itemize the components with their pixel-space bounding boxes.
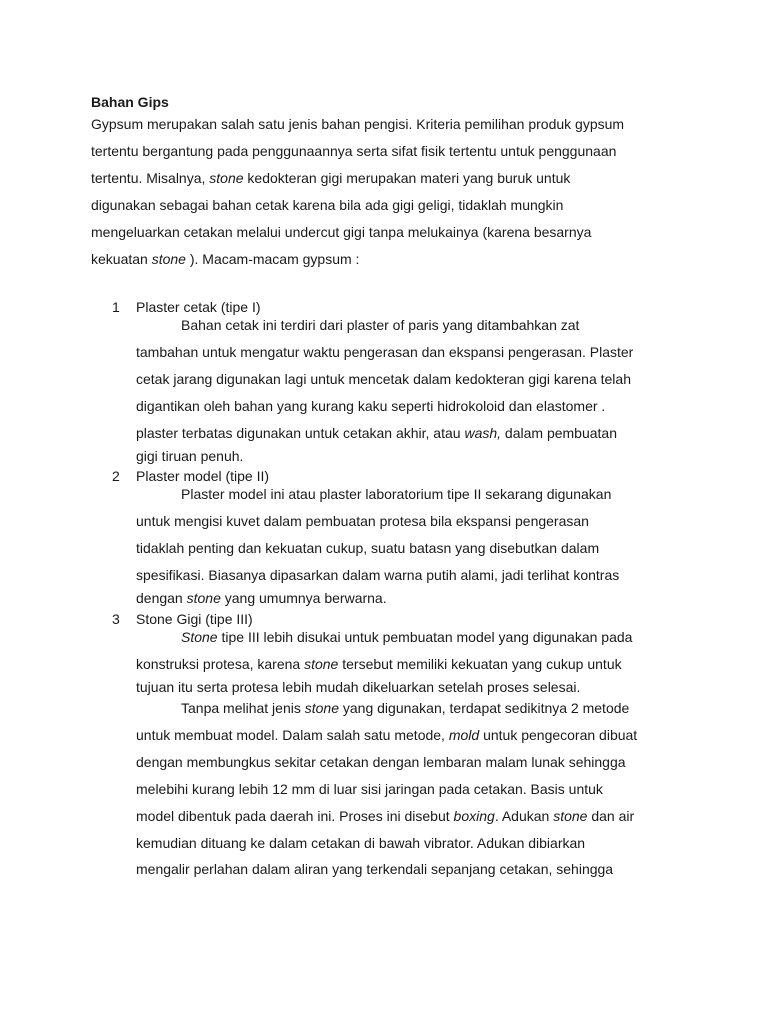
list-item-title: Stone Gigi (tipe III): [136, 611, 253, 627]
paragraph-line: model dibentuk pada daerah ini. Proses ini disebut boxing. Adukan stone dan air: [136, 807, 635, 824]
paragraph-line: kemudian dituang ke dalam cetakan di bawah vibrator. Adukan dibiarkan: [136, 834, 586, 851]
list-item-title: Plaster model (tipe II): [136, 468, 270, 484]
paragraph-line: tidaklah penting dan kekuatan cukup, suatu batasn yang disebutkan dalam: [136, 539, 600, 556]
list-item-paragraph: [136, 695, 696, 883]
intro-line: tertentu bergantung pada penggunaannya serta sifat fisik tertentu untuk penggunaan: [91, 142, 617, 159]
paragraph-line: Tanpa melihat jenis stone yang digunakan, terdapat sedikitnya 2 metode: [181, 700, 630, 716]
paragraph-line: Bahan cetak ini terdiri dari plaster of paris yang ditambahkan zat: [181, 317, 580, 333]
paragraph-line: tambahan untuk mengatur waktu pengerasan dan ekspansi pengerasan. Plaster: [136, 343, 634, 360]
list-item-paragraph: [136, 624, 696, 696]
paragraph-line: cetak jarang digunakan lagi untuk mencetak dalam kedokteran gigi karena telah: [136, 370, 631, 387]
intro-paragraph: [91, 111, 691, 272]
intro-line: mengeluarkan cetakan melalui undercut gigi tanpa melukainya (karena besarnya: [91, 223, 592, 240]
paragraph-line: spesifikasi. Biasanya dipasarkan dalam warna putih alami, jadi terlihat kontras: [136, 566, 620, 583]
paragraph-line: dengan membungkus sekitar cetakan dengan lembaran malam lunak sehingga: [136, 753, 626, 770]
document-title: Bahan Gips: [91, 94, 169, 110]
paragraph-line: tujuan itu serta protesa lebih mudah dikeluarkan setelah proses selesai.: [136, 678, 581, 695]
intro-line: tertentu. Misalnya, stone kedokteran gigi merupakan materi yang buruk untuk: [91, 169, 571, 186]
paragraph-line: konstruksi protesa, karena stone tersebut memiliki kekuatan yang cukup untuk: [136, 655, 622, 672]
intro-line: kekuatan stone ). Macam-macam gypsum :: [91, 250, 360, 267]
paragraph-line: dengan stone yang umumnya berwarna.: [136, 589, 387, 606]
list-item-paragraph: [136, 312, 696, 465]
list-item-number: 2: [112, 468, 120, 484]
paragraph-line: untuk mengisi kuvet dalam pembuatan protesa bila ekspansi pengerasan: [136, 512, 589, 529]
paragraph-line: digantikan oleh bahan yang kurang kaku seperti hidrokoloid dan elastomer .: [136, 397, 606, 414]
paragraph-line: plaster terbatas digunakan untuk cetakan akhir, atau wash, dalam pembuatan: [136, 424, 617, 441]
paragraph-line: Stone tipe III lebih disukai untuk pembuatan model yang digunakan pada: [181, 629, 633, 645]
list-item-paragraph: [136, 481, 696, 607]
list-item-number: 1: [112, 299, 120, 315]
paragraph-line: mengalir perlahan dalam aliran yang terkendali sepanjang cetakan, sehingga: [136, 861, 614, 878]
list-item-number: 3: [112, 611, 120, 627]
paragraph-line: melebihi kurang lebih 12 mm di luar sisi jaringan pada cetakan. Basis untuk: [136, 780, 603, 797]
list-item-title: Plaster cetak (tipe I): [136, 299, 261, 315]
intro-line: digunakan sebagai bahan cetak karena bila ada gigi geligi, tidaklah mungkin: [91, 196, 564, 213]
paragraph-line: Plaster model ini atau plaster laboratorium tipe II sekarang digunakan: [181, 486, 612, 502]
paragraph-line: untuk membuat model. Dalam salah satu metode, mold untuk pengecoran dibuat: [136, 726, 638, 743]
paragraph-line: gigi tiruan penuh.: [136, 447, 244, 464]
intro-line: Gypsum merupakan salah satu jenis bahan pengisi. Kriteria pemilihan produk gypsum: [91, 116, 625, 132]
